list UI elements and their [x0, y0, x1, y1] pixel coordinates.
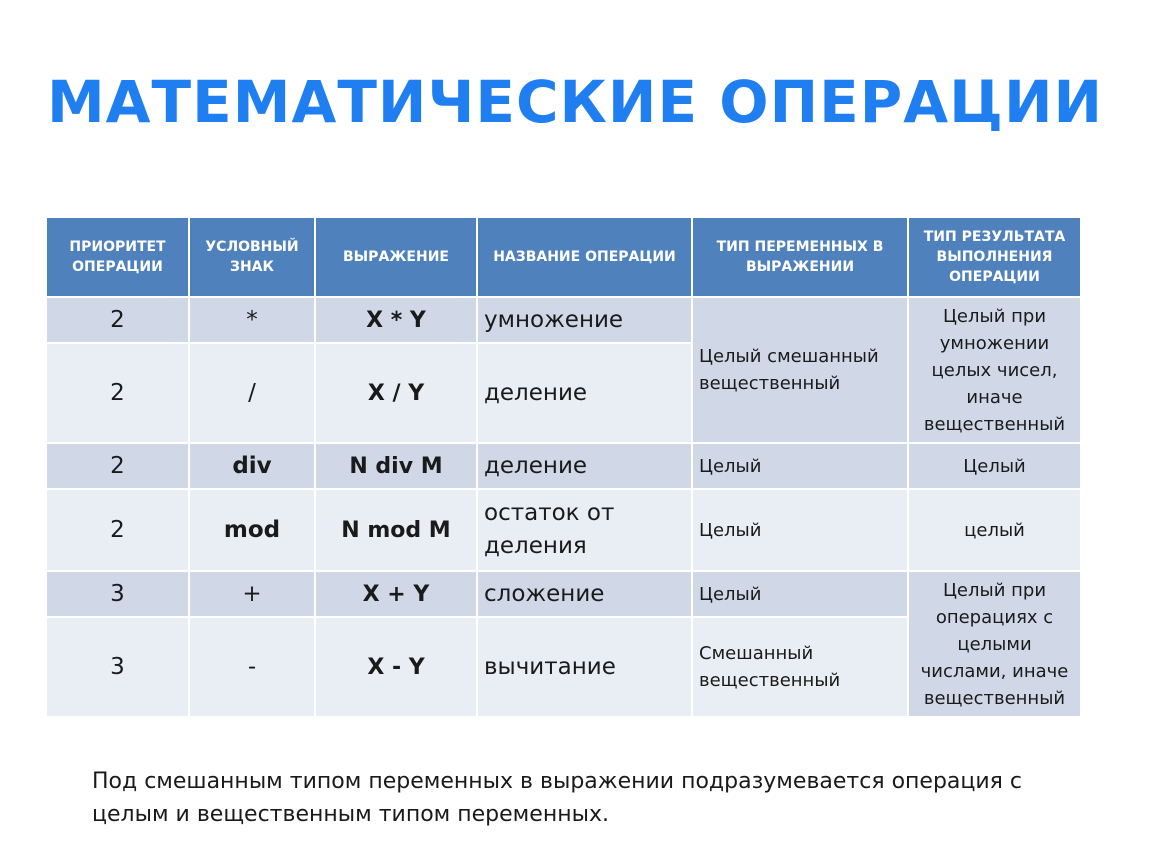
expression-cell: N div M: [315, 443, 477, 489]
priority-cell: 2: [46, 297, 189, 343]
table-row: [46, 297, 1081, 343]
sign-cell: +: [189, 571, 315, 617]
var-type-cell: Целый смешанный вещественный: [692, 297, 908, 443]
table-row: [46, 571, 1081, 617]
name-cell: умножение: [477, 297, 692, 343]
result-type-cell: целый: [908, 489, 1081, 571]
name-cell: деление: [477, 443, 692, 489]
header-result-type: ТИП РЕЗУЛЬТАТА ВЫПОЛНЕНИЯ ОПЕРАЦИИ: [908, 217, 1081, 297]
priority-cell: 2: [46, 343, 189, 443]
page-title: МАТЕМАТИЧЕСКИЕ ОПЕРАЦИИ: [46, 68, 1104, 136]
expression-cell: X * Y: [315, 297, 477, 343]
table-row: [46, 489, 1081, 571]
table-row: [46, 443, 1081, 489]
result-type-cell: Целый: [908, 443, 1081, 489]
var-type-cell: Целый: [692, 571, 908, 617]
header-priority: ПРИОРИТЕТ ОПЕРАЦИИ: [46, 217, 189, 297]
sign-cell: mod: [189, 489, 315, 571]
header-name: НАЗВАНИЕ ОПЕРАЦИИ: [477, 217, 692, 297]
table-header-row: [46, 217, 1081, 297]
priority-cell: 3: [46, 571, 189, 617]
expression-cell: X - Y: [315, 617, 477, 717]
var-type-cell: Целый: [692, 443, 908, 489]
header-sign: УСЛОВНЫЙ ЗНАК: [189, 217, 315, 297]
header-expression: ВЫРАЖЕНИЕ: [315, 217, 477, 297]
operations-table: [45, 216, 1082, 718]
priority-cell: 2: [46, 443, 189, 489]
header-var-type: ТИП ПЕРЕМЕННЫХ В ВЫРАЖЕНИИ: [692, 217, 908, 297]
priority-cell: 2: [46, 489, 189, 571]
sign-cell: div: [189, 443, 315, 489]
var-type-cell: Целый: [692, 489, 908, 571]
sign-cell: -: [189, 617, 315, 717]
name-cell: деление: [477, 343, 692, 443]
result-type-cell: Целый при операциях с целыми числами, иначе вещественный: [908, 571, 1081, 717]
result-type-cell: Целый при умножении целых чисел, иначе вещественный: [908, 297, 1081, 443]
expression-cell: X + Y: [315, 571, 477, 617]
var-type-cell: Смешанный вещественный: [692, 617, 908, 717]
expression-cell: X / Y: [315, 343, 477, 443]
name-cell: остаток от деления: [477, 489, 692, 571]
priority-cell: 3: [46, 617, 189, 717]
footnote: Под смешанным типом переменных в выражении подразумевается операция с целым и вещественным типом переменных.: [92, 769, 1022, 827]
sign-cell: *: [189, 297, 315, 343]
name-cell: сложение: [477, 571, 692, 617]
sign-cell: /: [189, 343, 315, 443]
expression-cell: N mod M: [315, 489, 477, 571]
name-cell: вычитание: [477, 617, 692, 717]
